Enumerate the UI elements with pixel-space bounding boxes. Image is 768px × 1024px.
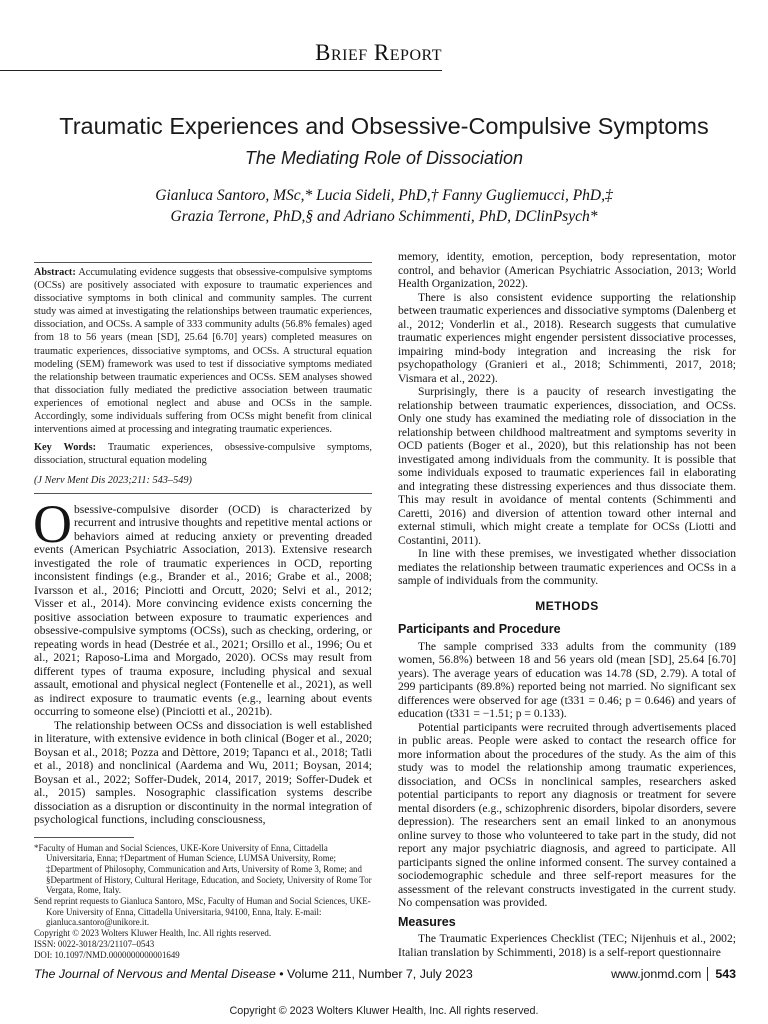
authors-line-2: Grazia Terrone, PhD,§ and Adriano Schimmenti, PhD, DClinPsych* bbox=[170, 208, 598, 225]
page-copyright: Copyright © 2023 Wolters Kluwer Health, Inc. All rights reserved. bbox=[229, 1005, 539, 1017]
abstract-text: Accumulating evidence suggests that obsessive-compulsive symptoms (OCSs) are positively associated with exposure to traumatic experiences and dissociative symptoms in both clinical and community samples. The current study was aimed at investigating the relationships between traumatic experiences, dissociation, and OCSs. A sample of 333 community adults (56.8% females) aged from 18 to 56 years (mean [SD], 25.64 [6.70] years) completed measures on traumatic experiences, dissociative symptoms, and OCSs. A structural equation modeling (SEM) framework was used to test if dissociative symptoms mediated the relationship between traumatic experiences and OCSs. SEM analyses showed that dissociation fully mediated the predictive association between traumatic experiences of emotional neglect and abuse and OCSs in the sample. Accordingly, some individuals suffering from OCSs might benefit from clinical interventions aimed at processing and integrating traumatic experiences. bbox=[34, 267, 372, 436]
left-column bbox=[34, 262, 372, 960]
intro-paragraph-1-text: bsessive-compulsive disorder (OCD) is characterized by recurrent and intrusive thoughts and repetitive mental actions or behaviors aimed at reducing anxiety or preventing dreaded events (American Psychiatric Association, 2013). Extensive research investigated the role of traumatic experiences in OCD, reporting inconsistent findings (e.g., Brander et al., 2016; Grabe et al., 2008; Ivarsson et al., 2016; Pinciotti and Orcutt, 2020; Selvi et al., 2012; Visser et al., 2014). More convincing evidence exists concerning the positive association between exposure to traumatic experiences and obsessive-compulsive symptoms (OCSs), such as checking, ordering, or repeating words in head (Destrée et al., 2021; Orsillo et al., 1996; Ou et al., 2021; Raposo-Lima and Morgado, 2020). OCSs may result from different types of trauma exposure, including physical and sexual assault, emotional and physical neglect (Fontenelle et al., 2021), as well as indirect exposure to traumatic events (e.g., learning about events occurring to someone else) (Pinciotti et al., 2021b). bbox=[34, 502, 372, 718]
measures-heading: Measures bbox=[398, 914, 456, 929]
right-column bbox=[398, 250, 736, 959]
footnote-doi: DOI: 10.1097/NMD.0000000000001649 bbox=[34, 949, 180, 960]
continued-paragraph: memory, identity, emotion, perception, body representation, motor control, and behavior (American Psychiatric Association, 2013; World Health Organization, 2022). bbox=[398, 250, 736, 290]
keywords-label: Key Words: bbox=[34, 442, 97, 454]
section-rule bbox=[0, 70, 442, 71]
page-number: 543 bbox=[707, 967, 736, 981]
intro-paragraph-1 bbox=[33, 493, 372, 719]
keywords bbox=[34, 441, 372, 467]
intro-paragraph-2: The relationship between OCSs and dissociation is well established in literature, with extensive evidence in both clinical (Boger et al., 2020; Boysan et al., 2018; Pozza and Dèttore, 2019; Tapancı et al., 2018; Tatli et al., 2018) and nonclinical (Aardema and Wu, 2011; Boysan, 2014; Boysan et al., 2022; Soffer-Dudek, 2014, 2017, 2019; Soffer-Dudek et al., 2015) samples. Nosographic classification systems describe dissociation as a disruption or discontinuity in the normal integration of psychological functions, including consciousness, bbox=[34, 718, 372, 826]
footnote-copyright: Copyright © 2023 Wolters Kluwer Health, Inc. All rights reserved. bbox=[34, 928, 272, 939]
article-title: Traumatic Experiences and Obsessive-Compulsive Symptoms bbox=[59, 113, 709, 139]
author-list bbox=[0, 185, 768, 227]
footnote-issn: ISSN: 0022-3018/23/21107–0543 bbox=[34, 938, 155, 949]
journal-name: The Journal of Nervous and Mental Disease bbox=[34, 967, 276, 981]
footer-bullet: • bbox=[279, 967, 284, 981]
methods-heading: METHODS bbox=[535, 598, 599, 613]
journal-volume: Volume 211, Number 7, July 2023 bbox=[287, 967, 473, 981]
footnote-rule bbox=[34, 837, 134, 838]
footer-right bbox=[611, 967, 736, 981]
abstract-label: Abstract: bbox=[34, 267, 76, 278]
authors-line-1: Gianluca Santoro, MSc,* Lucia Sideli, PhD,† Fanny Gugliemucci, PhD,‡ bbox=[155, 187, 613, 204]
measures-paragraph: The Traumatic Experiences Checklist (TEC; Nijenhuis et al., 2002; Italian translation by Schimmenti, 2018) is a self-report questionnaire bbox=[398, 932, 736, 959]
article-subtitle: The Mediating Role of Dissociation bbox=[244, 148, 524, 168]
keywords-text: Traumatic experiences, obsessive-compulsive symptoms, dissociation, structural equation modeling bbox=[34, 442, 372, 467]
footnote-affiliations: *Faculty of Human and Social Sciences, UKE-Kore University of Enna, Cittadella Universitaria, Enna; †Department of Human Science, LUMSA University, Rome; ‡Department of Philosophy, Communication and Arts, University of Rome 3, Rome; and §Department of History, Cultural Heritage, Education, and Society, University of Rome Tor Vergata, Rome, Italy. bbox=[34, 842, 372, 896]
section-label: Brief Report bbox=[315, 40, 442, 65]
journal-website[interactable]: www.jonmd.com bbox=[611, 967, 702, 981]
journal-citation: (J Nerv Ment Dis 2023;211: 543–549) bbox=[34, 475, 192, 487]
aims-paragraph: In line with these premises, we investigated whether dissociation mediates the relationship between traumatic experiences and OCSs in a sample of individuals from the community. bbox=[398, 547, 736, 587]
drop-cap: O bbox=[33, 493, 72, 554]
abstract bbox=[34, 266, 372, 436]
journal-footer bbox=[34, 967, 736, 983]
footnote-reprints: Send reprint requests to Gianluca Santoro, MSc, Faculty of Human and Social Sciences, UKE-Kore University of Enna, Cittadella Universitaria, 94100, Enna, Italy. E-mail: gianluca.santoro@unikore.it. bbox=[34, 896, 371, 928]
procedure-paragraph: Potential participants were recruited through advertisements placed in public areas. People were asked to contact the research office for more information about the procedures of the study. As the aim of this study was to model the relationship among traumatic experiences, dissociation, and OCSs in nonclinical samples, researchers asked potential participants to report any diagnosis or treatment for severe mental disorders (e.g., schizophrenic disorders, bipolar disorders, severe depression). The researchers sent an email linked to an anonymous online survey to those who volunteered to take part in the study, did not report any major psychiatric diagnosis, and agreed to participate. All participants signed the online informed consent. The survey contained a sociodemographic schedule and three self-report measures for the assessment of the relevant constructs investigated in the current study. No compensation was provided. bbox=[398, 720, 736, 909]
intro-body bbox=[33, 493, 372, 827]
abstract-box bbox=[34, 262, 372, 494]
participants-heading: Participants and Procedure bbox=[398, 622, 561, 636]
sample-paragraph: The sample comprised 333 adults from the community (189 women, 56.8%) between 18 and 56 years old (mean [SD], 25.64 [6.70] years). The average years of education was 14.78 (SD, 2.79). A total of 299 participants (89.8%) reported being not married. No significant sex differences were observed for age (t331 = 0.46; p = 0.646) and years of education (t331 = −1.51; p = 0.133). bbox=[398, 639, 736, 720]
footnotes bbox=[34, 843, 372, 961]
journal-info bbox=[34, 967, 473, 981]
research-gap-paragraph: Surprisingly, there is a paucity of research investigating the relationship between traumatic experiences, dissociation, and OCSs. Only one study has examined the mediating role of dissociation in the relationship between childhood maltreatment and symptoms severity in OCD patients (Boger et al., 2020), but this relationship has not been investigated among individuals from the community. It is possible that some individuals exposed to traumatic experiences fail in elaborating and integrating these distressing experiences and thus dissociate them. This may result in avoidance of mental contents (Schimmenti and Caretti, 2016) and diversion of attention toward other internal and external stimuli, which might create a template for OCSs (Liotti and Costantini, 2011). bbox=[398, 385, 736, 547]
dissociation-trauma-paragraph: There is also consistent evidence supporting the relationship between traumatic experiences and dissociative symptoms (Dalenberg et al., 2012; Vonderlin et al., 2018). Research suggests that cumulative traumatic experiences might engender persistent dissociative processes, impairing mind-body integration and increasing the risk for psychopathology (Granieri et al., 2018; Schimmenti, 2017, 2018; Vismara et al., 2022). bbox=[398, 290, 736, 385]
